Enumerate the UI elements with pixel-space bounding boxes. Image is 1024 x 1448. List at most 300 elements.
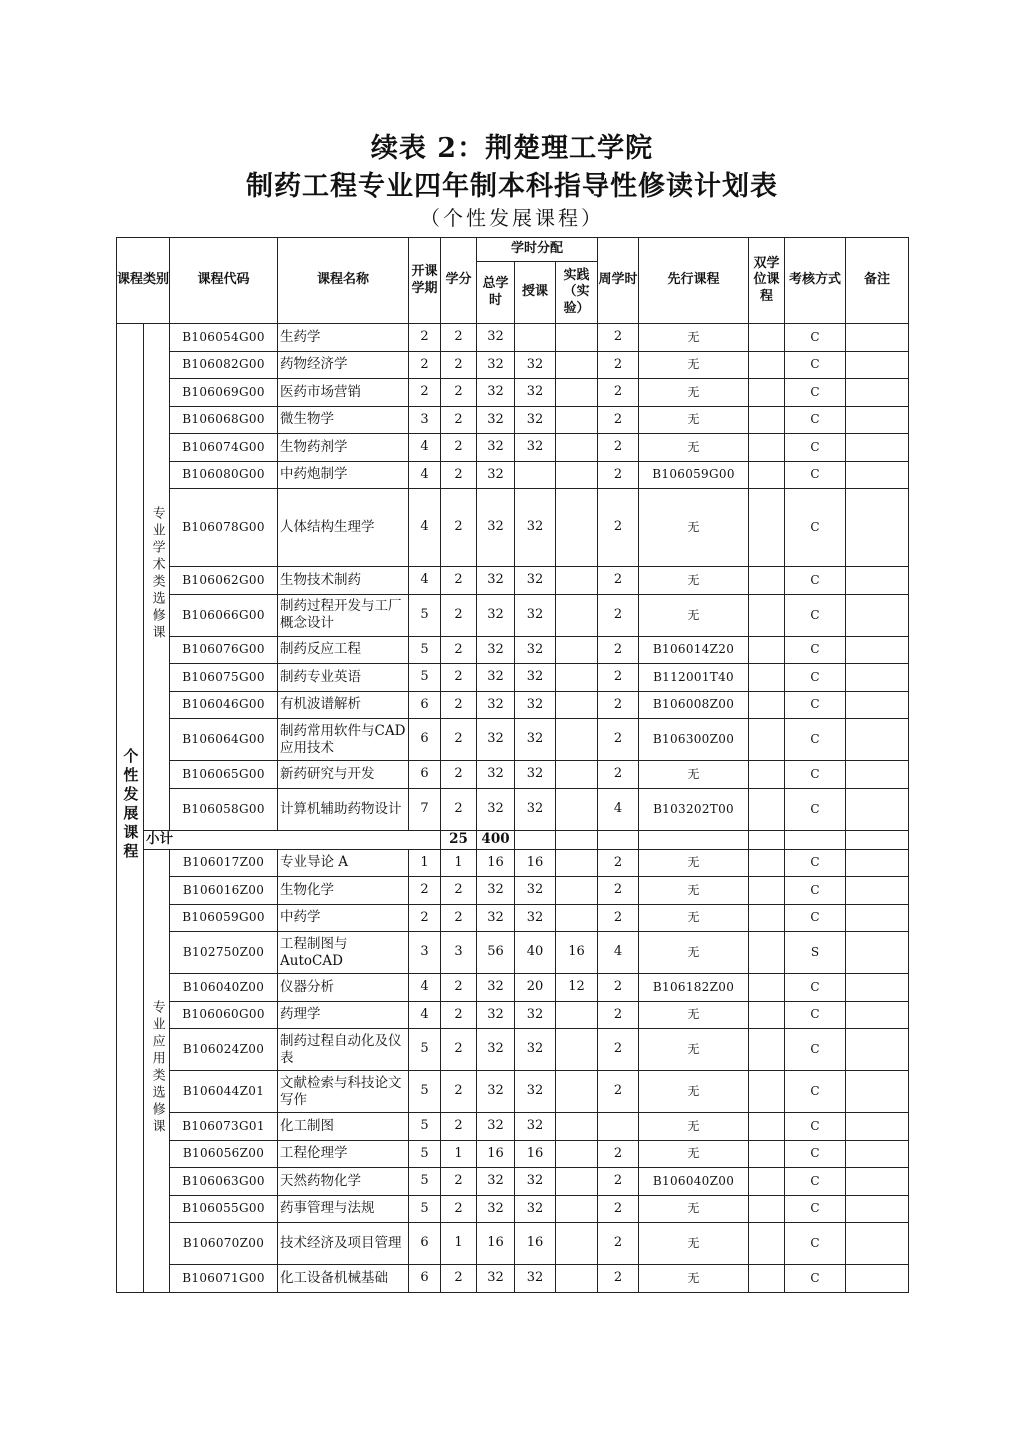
course-code: B106064G00 [170, 719, 278, 761]
course-double-degree [749, 1140, 785, 1168]
course-credits: 2 [441, 974, 477, 1002]
course-exam-type: C [785, 904, 846, 932]
course-weekly-hours: 2 [598, 1223, 639, 1265]
subtotal-double-degree [749, 830, 785, 849]
course-code: B106065G00 [170, 761, 278, 789]
course-credits: 2 [441, 761, 477, 789]
course-name: 药理学 [278, 1001, 409, 1029]
course-semester: 2 [409, 324, 441, 352]
course-credits: 2 [441, 1029, 477, 1071]
course-code: B102750Z00 [170, 932, 278, 974]
course-weekly-hours: 2 [598, 379, 639, 407]
course-total-hours: 32 [477, 877, 515, 905]
subtotal-total-hours: 400 [477, 830, 515, 849]
course-prereq: 无 [639, 1140, 749, 1168]
course-remarks [846, 1223, 909, 1265]
course-code: B106062G00 [170, 567, 278, 595]
course-weekly-hours: 2 [598, 1265, 639, 1293]
course-credits: 2 [441, 664, 477, 692]
course-exam-type: C [785, 489, 846, 567]
course-practice-hours [556, 877, 598, 905]
header-remarks: 备注 [846, 238, 909, 324]
course-practice-hours [556, 567, 598, 595]
course-weekly-hours: 2 [598, 351, 639, 379]
course-lecture-hours: 32 [515, 761, 556, 789]
course-semester: 5 [409, 664, 441, 692]
course-lecture-hours: 32 [515, 691, 556, 719]
table-row [117, 1168, 909, 1196]
course-prereq: B106040Z00 [639, 1168, 749, 1196]
course-name: 化工设备机械基础 [278, 1265, 409, 1293]
course-lecture-hours: 20 [515, 974, 556, 1002]
course-lecture-hours: 32 [515, 1168, 556, 1196]
course-remarks [846, 594, 909, 636]
course-name: 中药学 [278, 904, 409, 932]
course-semester: 5 [409, 1140, 441, 1168]
course-total-hours: 32 [477, 761, 515, 789]
course-double-degree [749, 1223, 785, 1265]
course-prereq: 无 [639, 434, 749, 462]
course-name: 有机波谱解析 [278, 691, 409, 719]
course-total-hours: 32 [477, 664, 515, 692]
course-code: B106059G00 [170, 904, 278, 932]
course-prereq: 无 [639, 324, 749, 352]
course-credits: 2 [441, 1001, 477, 1029]
table-row [117, 974, 909, 1002]
course-exam-type: C [785, 1029, 846, 1071]
course-credits: 2 [441, 324, 477, 352]
course-total-hours: 32 [477, 461, 515, 489]
course-code: B106073G01 [170, 1113, 278, 1141]
course-semester: 4 [409, 434, 441, 462]
course-lecture-hours: 32 [515, 1029, 556, 1071]
course-lecture-hours [515, 324, 556, 352]
course-practice-hours [556, 461, 598, 489]
course-lecture-hours: 32 [515, 1195, 556, 1223]
subtotal-weekly [598, 830, 639, 849]
course-prereq: 无 [639, 406, 749, 434]
course-prereq: 无 [639, 379, 749, 407]
course-total-hours: 32 [477, 351, 515, 379]
course-double-degree [749, 1071, 785, 1113]
course-prereq: 无 [639, 1265, 749, 1293]
course-semester: 6 [409, 691, 441, 719]
course-double-degree [749, 567, 785, 595]
course-credits: 2 [441, 351, 477, 379]
course-double-degree [749, 932, 785, 974]
course-double-degree [749, 904, 785, 932]
header-practice: 实践（实验） [556, 262, 598, 324]
course-credits: 3 [441, 932, 477, 974]
course-name: 仪器分析 [278, 974, 409, 1002]
course-code: B106078G00 [170, 489, 278, 567]
header-double-degree: 双学位课程 [749, 238, 785, 324]
table-row [117, 719, 909, 761]
subtotal-lecture [515, 830, 556, 849]
course-code: B106068G00 [170, 406, 278, 434]
table-body [117, 324, 909, 1293]
subtotal-practice [556, 830, 598, 849]
course-weekly-hours: 2 [598, 636, 639, 664]
course-total-hours: 32 [477, 1168, 515, 1196]
course-practice-hours [556, 691, 598, 719]
course-exam-type: C [785, 974, 846, 1002]
course-credits: 2 [441, 1071, 477, 1113]
course-weekly-hours: 2 [598, 877, 639, 905]
course-prereq: B103202T00 [639, 788, 749, 830]
course-weekly-hours: 4 [598, 932, 639, 974]
course-remarks [846, 406, 909, 434]
document-subtitle: （个性发展课程） [420, 206, 604, 230]
course-semester: 4 [409, 974, 441, 1002]
course-credits: 2 [441, 636, 477, 664]
course-weekly-hours: 2 [598, 594, 639, 636]
course-name: 中药炮制学 [278, 461, 409, 489]
course-lecture-hours: 32 [515, 434, 556, 462]
course-semester: 4 [409, 567, 441, 595]
course-name: 生物化学 [278, 877, 409, 905]
course-remarks [846, 932, 909, 974]
course-practice-hours [556, 1195, 598, 1223]
course-prereq: 无 [639, 594, 749, 636]
course-exam-type: C [785, 1140, 846, 1168]
course-semester: 4 [409, 1001, 441, 1029]
course-lecture-hours: 16 [515, 849, 556, 877]
course-double-degree [749, 788, 785, 830]
course-prereq: 无 [639, 1223, 749, 1265]
course-prereq: 无 [639, 567, 749, 595]
course-name: 技术经济及项目管理 [278, 1223, 409, 1265]
course-credits: 2 [441, 594, 477, 636]
course-exam-type: C [785, 461, 846, 489]
course-semester: 2 [409, 379, 441, 407]
course-prereq: 无 [639, 1029, 749, 1071]
course-credits: 2 [441, 1265, 477, 1293]
course-exam-type: C [785, 788, 846, 830]
course-remarks [846, 1140, 909, 1168]
course-total-hours: 32 [477, 1195, 515, 1223]
course-name: 制药专业英语 [278, 664, 409, 692]
course-exam-type: C [785, 324, 846, 352]
course-prereq: 无 [639, 761, 749, 789]
course-total-hours: 32 [477, 406, 515, 434]
table-row [117, 1265, 909, 1293]
course-prereq: B106008Z00 [639, 691, 749, 719]
course-code: B106056Z00 [170, 1140, 278, 1168]
course-double-degree [749, 461, 785, 489]
course-practice-hours [556, 904, 598, 932]
table-row [117, 324, 909, 352]
course-plan-table [116, 237, 909, 1293]
course-practice-hours [556, 1223, 598, 1265]
course-code: B106076G00 [170, 636, 278, 664]
course-exam-type: C [785, 1168, 846, 1196]
course-double-degree [749, 877, 785, 905]
course-practice-hours [556, 1071, 598, 1113]
table-row [117, 691, 909, 719]
table-row [117, 849, 909, 877]
course-credits: 2 [441, 379, 477, 407]
course-double-degree [749, 761, 785, 789]
course-code: B106058G00 [170, 788, 278, 830]
course-exam-type: C [785, 1265, 846, 1293]
course-exam-type: C [785, 1001, 846, 1029]
course-name: 生药学 [278, 324, 409, 352]
course-name: 制药常用软件与CAD 应用技术 [278, 719, 409, 761]
course-credits: 2 [441, 1168, 477, 1196]
course-total-hours: 32 [477, 1001, 515, 1029]
course-exam-type: C [785, 351, 846, 379]
course-total-hours: 32 [477, 691, 515, 719]
course-name: 工程伦理学 [278, 1140, 409, 1168]
course-name: 文献检索与科技论文写作 [278, 1071, 409, 1113]
course-practice-hours [556, 594, 598, 636]
course-lecture-hours: 32 [515, 664, 556, 692]
table-row [117, 904, 909, 932]
course-code: B106075G00 [170, 664, 278, 692]
course-practice-hours [556, 636, 598, 664]
course-code: B106080G00 [170, 461, 278, 489]
course-credits: 2 [441, 904, 477, 932]
course-exam-type: C [785, 1195, 846, 1223]
document-title-line1: 续表 2：荆楚理工学院 [370, 133, 654, 164]
course-lecture-hours: 32 [515, 788, 556, 830]
table-row [117, 761, 909, 789]
course-credits: 2 [441, 567, 477, 595]
course-practice-hours [556, 1265, 598, 1293]
course-credits: 1 [441, 1140, 477, 1168]
header-weekly: 周学时 [598, 238, 639, 324]
course-code: B106046G00 [170, 691, 278, 719]
course-lecture-hours: 16 [515, 1140, 556, 1168]
course-practice-hours [556, 1168, 598, 1196]
course-remarks [846, 1113, 909, 1141]
course-exam-type: C [785, 434, 846, 462]
course-semester: 2 [409, 351, 441, 379]
course-remarks [846, 567, 909, 595]
course-name: 天然药物化学 [278, 1168, 409, 1196]
course-semester: 6 [409, 1265, 441, 1293]
course-remarks [846, 904, 909, 932]
course-credits: 2 [441, 691, 477, 719]
course-total-hours: 32 [477, 594, 515, 636]
course-double-degree [749, 379, 785, 407]
course-lecture-hours: 32 [515, 904, 556, 932]
course-total-hours: 32 [477, 904, 515, 932]
course-remarks [846, 691, 909, 719]
course-prereq: 无 [639, 1071, 749, 1113]
course-semester: 6 [409, 719, 441, 761]
course-name: 药物经济学 [278, 351, 409, 379]
course-code: B106016Z00 [170, 877, 278, 905]
course-lecture-hours: 32 [515, 719, 556, 761]
course-code: B106054G00 [170, 324, 278, 352]
course-double-degree [749, 664, 785, 692]
outer-category-cell [117, 324, 144, 1293]
course-remarks [846, 761, 909, 789]
course-credits: 2 [441, 406, 477, 434]
course-name: 生物药剂学 [278, 434, 409, 462]
course-double-degree [749, 1168, 785, 1196]
course-double-degree [749, 691, 785, 719]
course-practice-hours [556, 379, 598, 407]
course-remarks [846, 877, 909, 905]
header-prereq: 先行课程 [639, 238, 749, 324]
course-lecture-hours: 32 [515, 1001, 556, 1029]
course-semester: 7 [409, 788, 441, 830]
course-name: 计算机辅助药物设计 [278, 788, 409, 830]
course-lecture-hours: 32 [515, 406, 556, 434]
course-lecture-hours: 32 [515, 1113, 556, 1141]
course-semester: 5 [409, 1029, 441, 1071]
course-credits: 2 [441, 434, 477, 462]
table-row [117, 1029, 909, 1071]
course-remarks [846, 434, 909, 462]
table-row [117, 1140, 909, 1168]
course-credits: 2 [441, 719, 477, 761]
course-double-degree [749, 324, 785, 352]
course-total-hours: 32 [477, 434, 515, 462]
subtotal-row [117, 830, 909, 849]
course-name: 新药研究与开发 [278, 761, 409, 789]
table-row [117, 1071, 909, 1113]
subtotal-prereq [639, 830, 749, 849]
course-semester: 3 [409, 406, 441, 434]
document-title-line2: 制药工程专业四年制本科指导性修读计划表 [246, 171, 778, 202]
table-row [117, 1223, 909, 1265]
course-code: B106044Z01 [170, 1071, 278, 1113]
outer-category-label: 个性发展课程 [121, 748, 140, 863]
course-semester: 6 [409, 761, 441, 789]
header-code: 课程代码 [170, 238, 278, 324]
subtotal-remarks [846, 830, 909, 849]
course-double-degree [749, 489, 785, 567]
course-code: B106074G00 [170, 434, 278, 462]
course-practice-hours [556, 1001, 598, 1029]
course-code: B106071G00 [170, 1265, 278, 1293]
course-semester: 3 [409, 932, 441, 974]
course-prereq: B106059G00 [639, 461, 749, 489]
group-category-label: 专业学术类选修课 [149, 506, 165, 643]
course-weekly-hours: 2 [598, 761, 639, 789]
course-lecture-hours [515, 461, 556, 489]
course-double-degree [749, 636, 785, 664]
course-remarks [846, 719, 909, 761]
course-credits: 2 [441, 1113, 477, 1141]
course-code: B106066G00 [170, 594, 278, 636]
header-category: 课程类别 [117, 238, 170, 324]
course-lecture-hours: 32 [515, 351, 556, 379]
course-remarks [846, 324, 909, 352]
table-row [117, 877, 909, 905]
course-practice-hours [556, 1113, 598, 1141]
course-remarks [846, 1071, 909, 1113]
course-exam-type: S [785, 932, 846, 974]
course-total-hours: 32 [477, 567, 515, 595]
course-weekly-hours: 2 [598, 974, 639, 1002]
course-remarks [846, 664, 909, 692]
course-name: 生物技术制药 [278, 567, 409, 595]
course-practice-hours [556, 406, 598, 434]
course-semester: 4 [409, 461, 441, 489]
course-exam-type: C [785, 761, 846, 789]
course-weekly-hours: 2 [598, 904, 639, 932]
course-credits: 1 [441, 849, 477, 877]
course-exam-type: C [785, 877, 846, 905]
course-remarks [846, 1168, 909, 1196]
course-weekly-hours: 2 [598, 567, 639, 595]
table-row [117, 788, 909, 830]
header-name: 课程名称 [278, 238, 409, 324]
table-row [117, 351, 909, 379]
course-weekly-hours: 2 [598, 406, 639, 434]
course-exam-type: C [785, 1071, 846, 1113]
course-name: 人体结构生理学 [278, 489, 409, 567]
course-practice-hours [556, 788, 598, 830]
course-weekly-hours: 4 [598, 788, 639, 830]
course-weekly-hours: 2 [598, 324, 639, 352]
course-remarks [846, 1195, 909, 1223]
course-total-hours: 32 [477, 1071, 515, 1113]
course-semester: 2 [409, 877, 441, 905]
course-prereq: B106014Z20 [639, 636, 749, 664]
course-prereq: 无 [639, 1113, 749, 1141]
course-credits: 2 [441, 1195, 477, 1223]
table-row [117, 594, 909, 636]
course-exam-type: C [785, 691, 846, 719]
course-credits: 2 [441, 788, 477, 830]
course-practice-hours [556, 434, 598, 462]
course-exam-type: C [785, 567, 846, 595]
course-lecture-hours: 32 [515, 877, 556, 905]
course-code: B106063G00 [170, 1168, 278, 1196]
course-prereq: 无 [639, 1001, 749, 1029]
course-double-degree [749, 594, 785, 636]
course-name: 制药反应工程 [278, 636, 409, 664]
course-weekly-hours: 2 [598, 1195, 639, 1223]
course-remarks [846, 351, 909, 379]
subtotal-label: 小计 [144, 830, 441, 849]
course-weekly-hours: 2 [598, 1029, 639, 1071]
course-total-hours: 32 [477, 324, 515, 352]
course-remarks [846, 788, 909, 830]
course-double-degree [749, 1113, 785, 1141]
course-name: 化工制图 [278, 1113, 409, 1141]
course-prereq: 无 [639, 849, 749, 877]
course-exam-type: C [785, 1223, 846, 1265]
course-double-degree [749, 1029, 785, 1071]
course-lecture-hours: 32 [515, 379, 556, 407]
course-semester: 1 [409, 849, 441, 877]
course-code: B106024Z00 [170, 1029, 278, 1071]
course-name: 专业导论 A [278, 849, 409, 877]
course-double-degree [749, 351, 785, 379]
course-code: B106055G00 [170, 1195, 278, 1223]
course-total-hours: 32 [477, 788, 515, 830]
course-total-hours: 32 [477, 974, 515, 1002]
course-weekly-hours: 2 [598, 691, 639, 719]
course-credits: 2 [441, 461, 477, 489]
course-exam-type: C [785, 594, 846, 636]
course-total-hours: 16 [477, 849, 515, 877]
course-code: B106040Z00 [170, 974, 278, 1002]
course-practice-hours [556, 489, 598, 567]
course-credits: 1 [441, 1223, 477, 1265]
course-double-degree [749, 434, 785, 462]
course-name: 制药过程自动化及仪表 [278, 1029, 409, 1071]
course-weekly-hours: 2 [598, 849, 639, 877]
course-remarks [846, 461, 909, 489]
